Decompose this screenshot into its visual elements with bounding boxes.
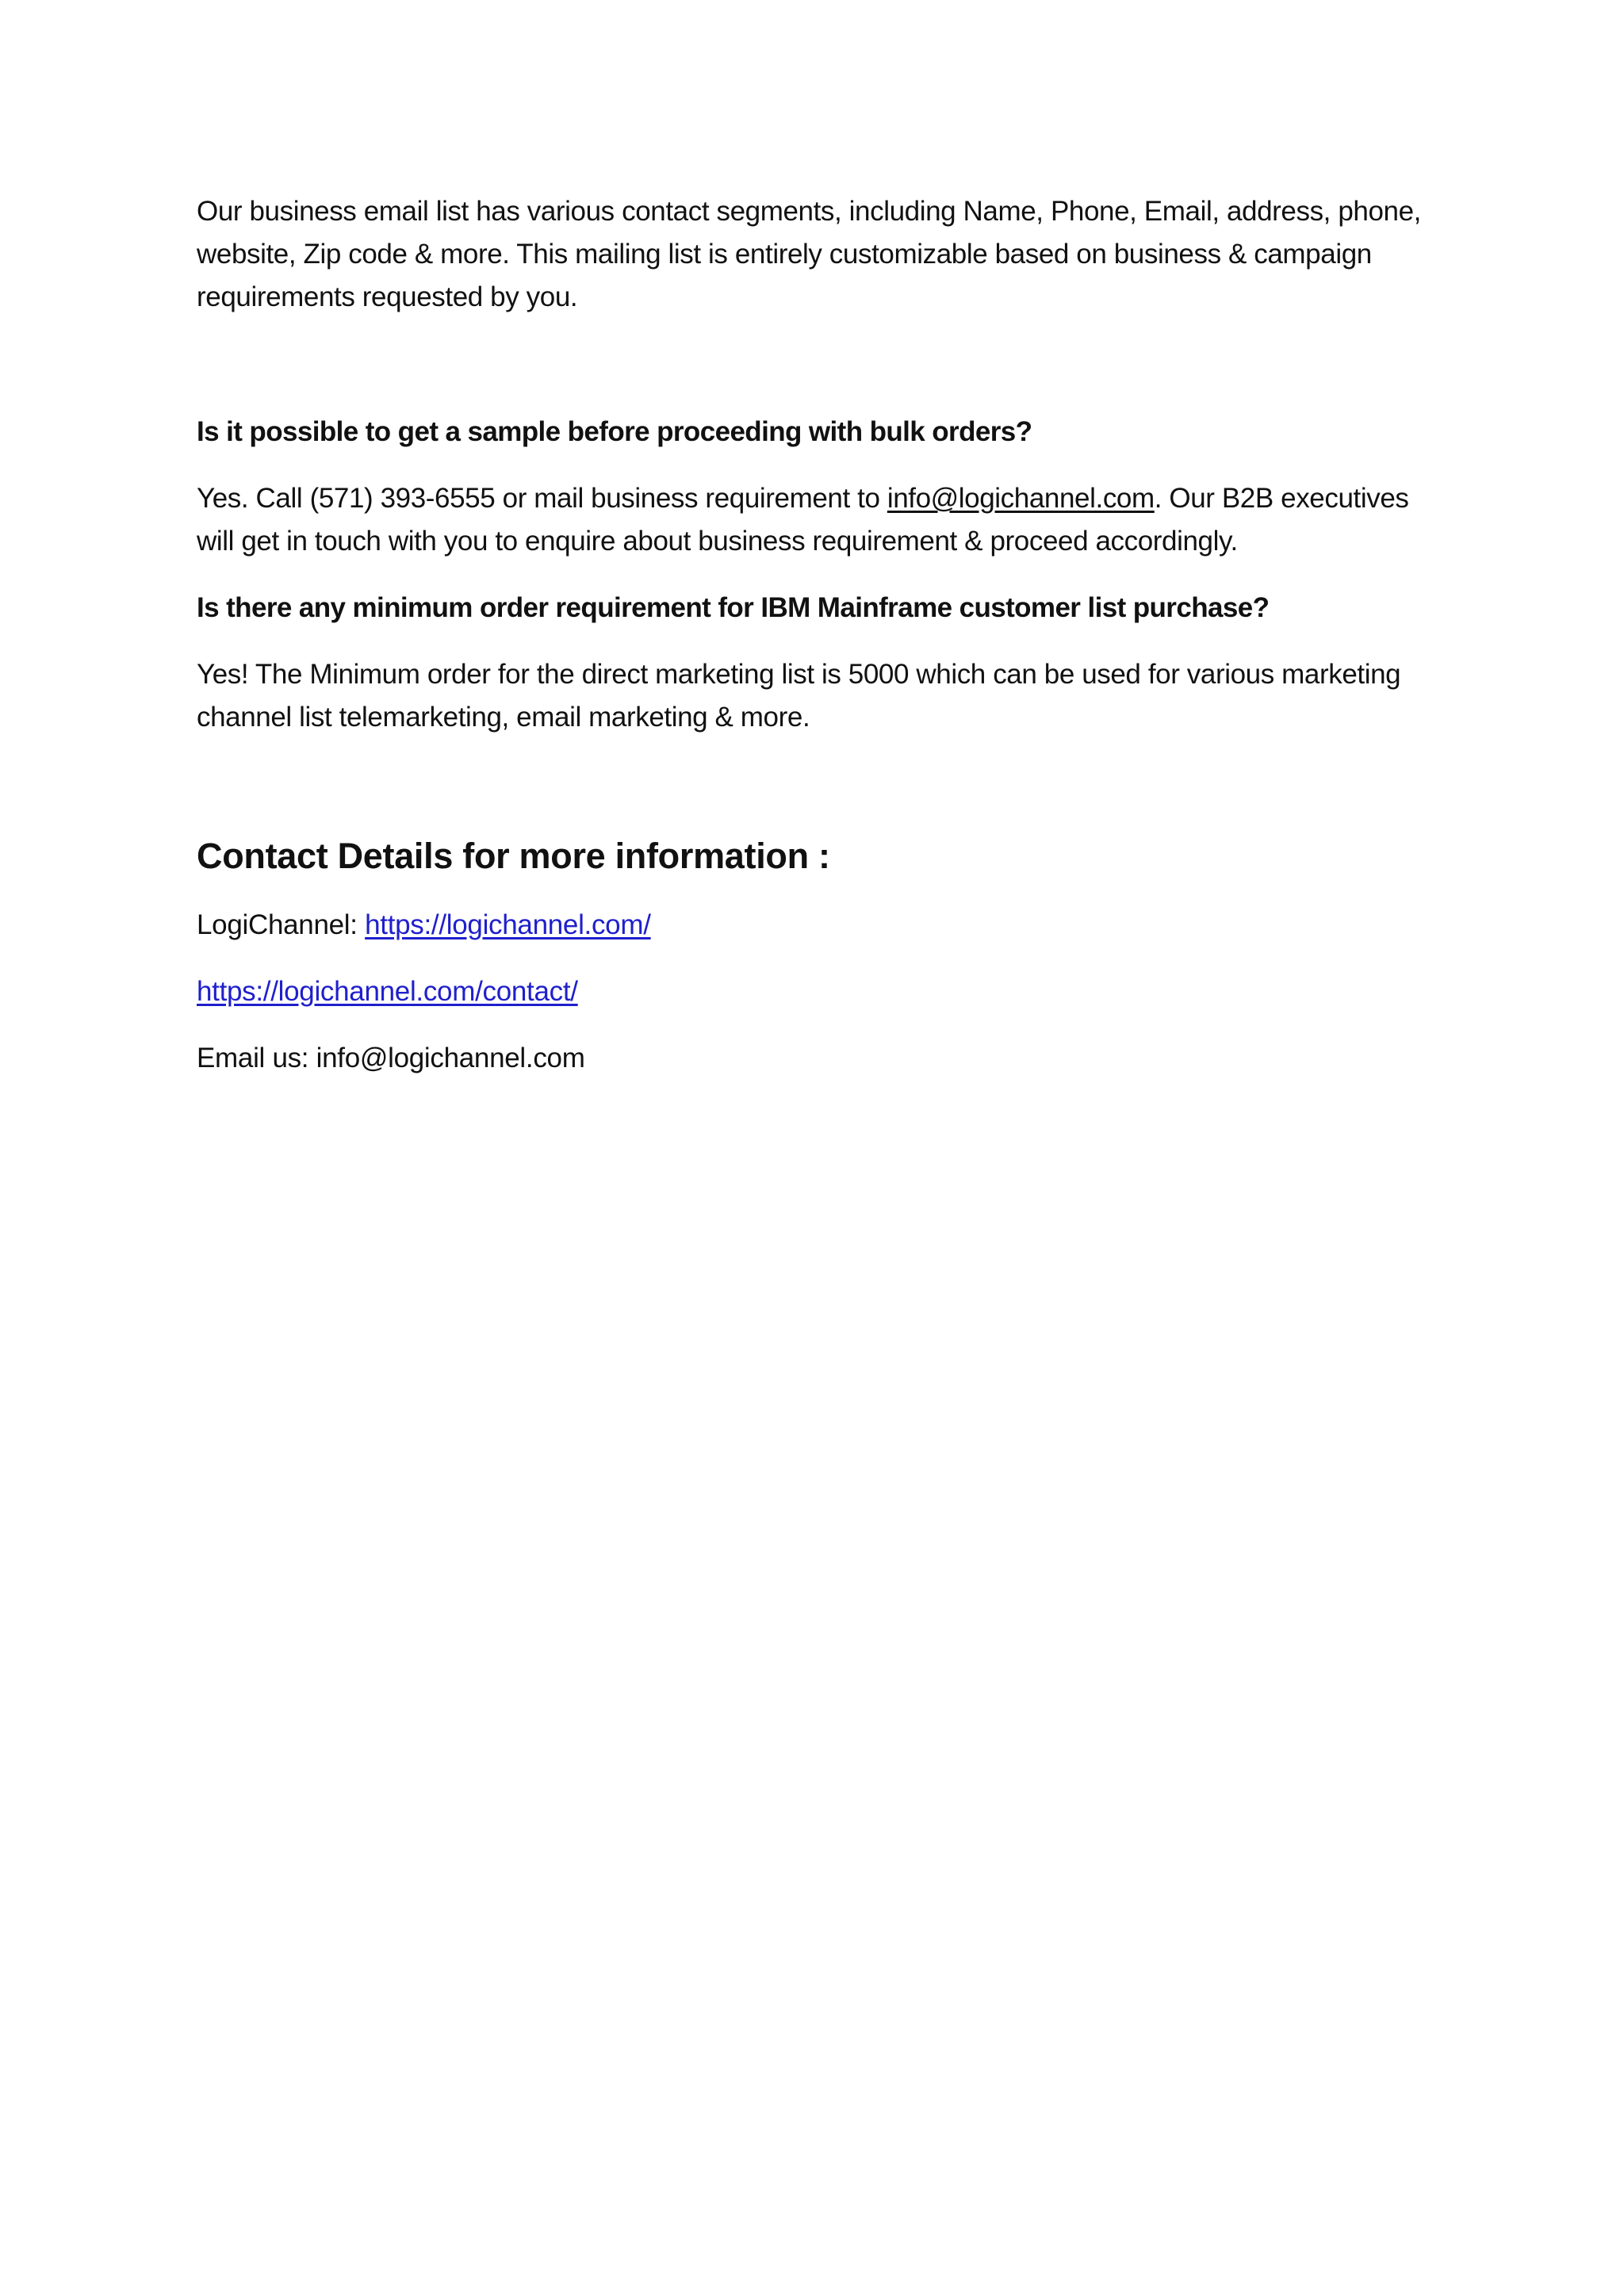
contact-page-link[interactable]: https://logichannel.com/contact/ xyxy=(197,976,578,1007)
faq-answer-sample-text-after: . Our B2B executives will get in touch with you to enquire about business requirement & proceed accordingly. xyxy=(197,483,1409,557)
faq-answer-minimum-order: Yes! The Minimum order for the direct marketing list is 5000 which can be used for various marketing channel list telemarketing, email marketing & more. xyxy=(197,659,1401,733)
contact-email-line: Email us: info@logichannel.com xyxy=(197,1043,585,1073)
website-link[interactable]: https://logichannel.com/ xyxy=(365,909,651,940)
intro-paragraph: Our business email list has various contact segments, including Name, Phone, Email, address, phone, website, Zip code & more. This mailing list is entirely customizable based on business & campaign requirements requested by you. xyxy=(197,196,1421,312)
contact-page-line xyxy=(197,970,1450,1013)
faq-question-sample: Is it possible to get a sample before proceeding with bulk orders? xyxy=(197,416,1032,447)
document-body xyxy=(197,190,1450,1080)
contact-site-prefix: LogiChannel: xyxy=(197,909,366,940)
faq-question-minimum-order: Is there any minimum order requirement for IBM Mainframe customer list purchase? xyxy=(197,592,1270,623)
faq-answer-sample-text-before: Yes. Call (571) 393-6555 or mail business requirement to xyxy=(197,483,887,514)
contact-heading: Contact Details for more information : xyxy=(197,836,830,876)
email-link[interactable]: info@logichannel.com xyxy=(887,483,1155,514)
faq-answer-sample xyxy=(197,477,1450,563)
contact-site-line xyxy=(197,904,1450,947)
